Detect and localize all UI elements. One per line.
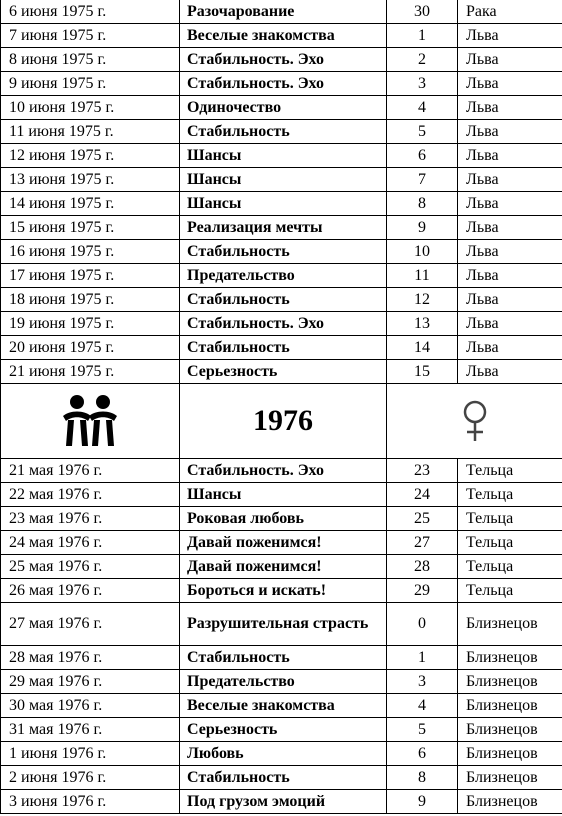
date-cell: 9 июня 1975 г. [1,72,180,96]
name-cell: Шансы [180,192,387,216]
degree-cell: 9 [387,216,458,240]
table-row [1,168,562,192]
table-row [1,790,562,814]
degree-cell: 15 [387,360,458,384]
sign-cell: Близнецов [458,646,562,670]
name-cell: Бороться и искать! [180,579,387,603]
degree-cell: 6 [387,742,458,766]
sign-cell: Льва [458,192,562,216]
degree-cell: 10 [387,240,458,264]
degree-cell: 11 [387,264,458,288]
date-cell: 30 мая 1976 г. [1,694,180,718]
sign-cell: Льва [458,48,562,72]
sign-cell: Льва [458,168,562,192]
venus-symbol-icon [460,399,490,443]
sign-cell: Тельца [458,531,562,555]
table-row [1,766,562,790]
sign-cell: Близнецов [458,694,562,718]
date-cell: 21 мая 1976 г. [1,459,180,483]
table-row [1,694,562,718]
date-cell: 24 мая 1976 г. [1,531,180,555]
table-row [1,192,562,216]
degree-cell: 2 [387,48,458,72]
name-cell: Веселые знакомства [180,694,387,718]
table-row [1,312,562,336]
degree-cell: 25 [387,507,458,531]
name-cell: Стабильность [180,336,387,360]
table-row [1,459,562,483]
degree-cell: 14 [387,336,458,360]
table-row [1,240,562,264]
table-row [1,24,562,48]
sign-cell: Льва [458,24,562,48]
degree-cell: 8 [387,766,458,790]
table-row [1,483,562,507]
table-row [1,96,562,120]
name-cell: Стабильность [180,120,387,144]
name-cell: Разочарование [180,0,387,24]
name-cell: Давай поженимся! [180,555,387,579]
table-row [1,507,562,531]
date-cell: 14 июня 1975 г. [1,192,180,216]
sign-cell: Льва [458,264,562,288]
degree-cell: 3 [387,72,458,96]
table-row [1,360,562,384]
venus-symbol-icon-cell [387,384,562,459]
sign-cell: Близнецов [458,670,562,694]
name-cell: Серьезность [180,718,387,742]
sign-cell: Льва [458,72,562,96]
sign-cell: Льва [458,288,562,312]
date-cell: 13 июня 1975 г. [1,168,180,192]
degree-cell: 8 [387,192,458,216]
gemini-twins-icon-cell [1,384,180,459]
date-cell: 15 июня 1975 г. [1,216,180,240]
sign-cell: Близнецов [458,790,562,814]
name-cell: Давай поженимся! [180,531,387,555]
degree-cell: 30 [387,0,458,24]
degree-cell: 4 [387,694,458,718]
sign-cell: Рака [458,0,562,24]
date-cell: 21 июня 1975 г. [1,360,180,384]
sign-cell: Льва [458,312,562,336]
sign-cell: Льва [458,216,562,240]
table-row [1,264,562,288]
date-cell: 18 июня 1975 г. [1,288,180,312]
table-row [1,72,562,96]
date-cell: 20 июня 1975 г. [1,336,180,360]
date-cell: 3 июня 1976 г. [1,790,180,814]
sign-cell: Льва [458,120,562,144]
sign-cell: Тельца [458,459,562,483]
rows-1976 [1,459,562,814]
table-row [1,603,562,646]
name-cell: Стабильность. Эхо [180,312,387,336]
date-cell: 6 июня 1975 г. [1,0,180,24]
sign-cell: Тельца [458,555,562,579]
table-row [1,336,562,360]
degree-cell: 1 [387,24,458,48]
date-cell: 27 мая 1976 г. [1,603,180,646]
degree-cell: 24 [387,483,458,507]
sign-cell: Близнецов [458,742,562,766]
sign-cell: Тельца [458,579,562,603]
year-label: 1976 [180,384,387,459]
date-cell: 31 мая 1976 г. [1,718,180,742]
name-cell: Шансы [180,483,387,507]
date-cell: 22 мая 1976 г. [1,483,180,507]
date-cell: 19 июня 1975 г. [1,312,180,336]
sign-cell: Льва [458,360,562,384]
name-cell: Стабильность. Эхо [180,459,387,483]
degree-cell: 6 [387,144,458,168]
name-cell: Предательство [180,670,387,694]
sign-cell: Льва [458,144,562,168]
date-cell: 29 мая 1976 г. [1,670,180,694]
table-row [1,555,562,579]
degree-cell: 5 [387,120,458,144]
name-cell: Стабильность [180,766,387,790]
name-cell: Предательство [180,264,387,288]
table-row [1,742,562,766]
date-cell: 25 мая 1976 г. [1,555,180,579]
degree-cell: 13 [387,312,458,336]
name-cell: Стабильность [180,288,387,312]
name-cell: Разрушительная страсть [180,603,387,646]
date-cell: 8 июня 1975 г. [1,48,180,72]
year-header-section [1,384,562,459]
degree-cell: 12 [387,288,458,312]
sign-cell: Льва [458,96,562,120]
sign-cell: Тельца [458,483,562,507]
name-cell: Веселые знакомства [180,24,387,48]
rows-1975 [1,0,562,384]
date-cell: 26 мая 1976 г. [1,579,180,603]
date-cell: 28 мая 1976 г. [1,646,180,670]
degree-cell: 3 [387,670,458,694]
name-cell: Серьезность [180,360,387,384]
table-row [1,288,562,312]
degree-cell: 1 [387,646,458,670]
table-row [1,531,562,555]
name-cell: Шансы [180,144,387,168]
table-row [1,646,562,670]
name-cell: Стабильность. Эхо [180,72,387,96]
table-row [1,144,562,168]
name-cell: Шансы [180,168,387,192]
name-cell: Под грузом эмоций [180,790,387,814]
sign-cell: Льва [458,240,562,264]
sign-cell: Близнецов [458,718,562,742]
table-row [1,579,562,603]
year-header-row [1,384,562,459]
name-cell: Реализация мечты [180,216,387,240]
date-cell: 7 июня 1975 г. [1,24,180,48]
degree-cell: 4 [387,96,458,120]
name-cell: Любовь [180,742,387,766]
table-row [1,670,562,694]
date-cell: 10 июня 1975 г. [1,96,180,120]
date-cell: 12 июня 1975 г. [1,144,180,168]
sign-cell: Тельца [458,507,562,531]
table-row [1,120,562,144]
degree-cell: 5 [387,718,458,742]
sign-cell: Близнецов [458,766,562,790]
date-cell: 16 июня 1975 г. [1,240,180,264]
name-cell: Стабильность. Эхо [180,48,387,72]
table-row [1,48,562,72]
name-cell: Стабильность [180,646,387,670]
name-cell: Роковая любовь [180,507,387,531]
date-cell: 17 июня 1975 г. [1,264,180,288]
degree-cell: 27 [387,531,458,555]
sign-cell: Близнецов [458,603,562,646]
table-row [1,0,562,24]
degree-cell: 7 [387,168,458,192]
date-cell: 2 июня 1976 г. [1,766,180,790]
degree-cell: 23 [387,459,458,483]
degree-cell: 28 [387,555,458,579]
gemini-twins-icon [60,394,120,448]
date-cell: 11 июня 1975 г. [1,120,180,144]
degree-cell: 0 [387,603,458,646]
date-cell: 23 мая 1976 г. [1,507,180,531]
date-cell: 1 июня 1976 г. [1,742,180,766]
table-row [1,216,562,240]
degree-cell: 9 [387,790,458,814]
table-row [1,718,562,742]
degree-cell: 29 [387,579,458,603]
name-cell: Одиночество [180,96,387,120]
sign-cell: Льва [458,336,562,360]
name-cell: Стабильность [180,240,387,264]
